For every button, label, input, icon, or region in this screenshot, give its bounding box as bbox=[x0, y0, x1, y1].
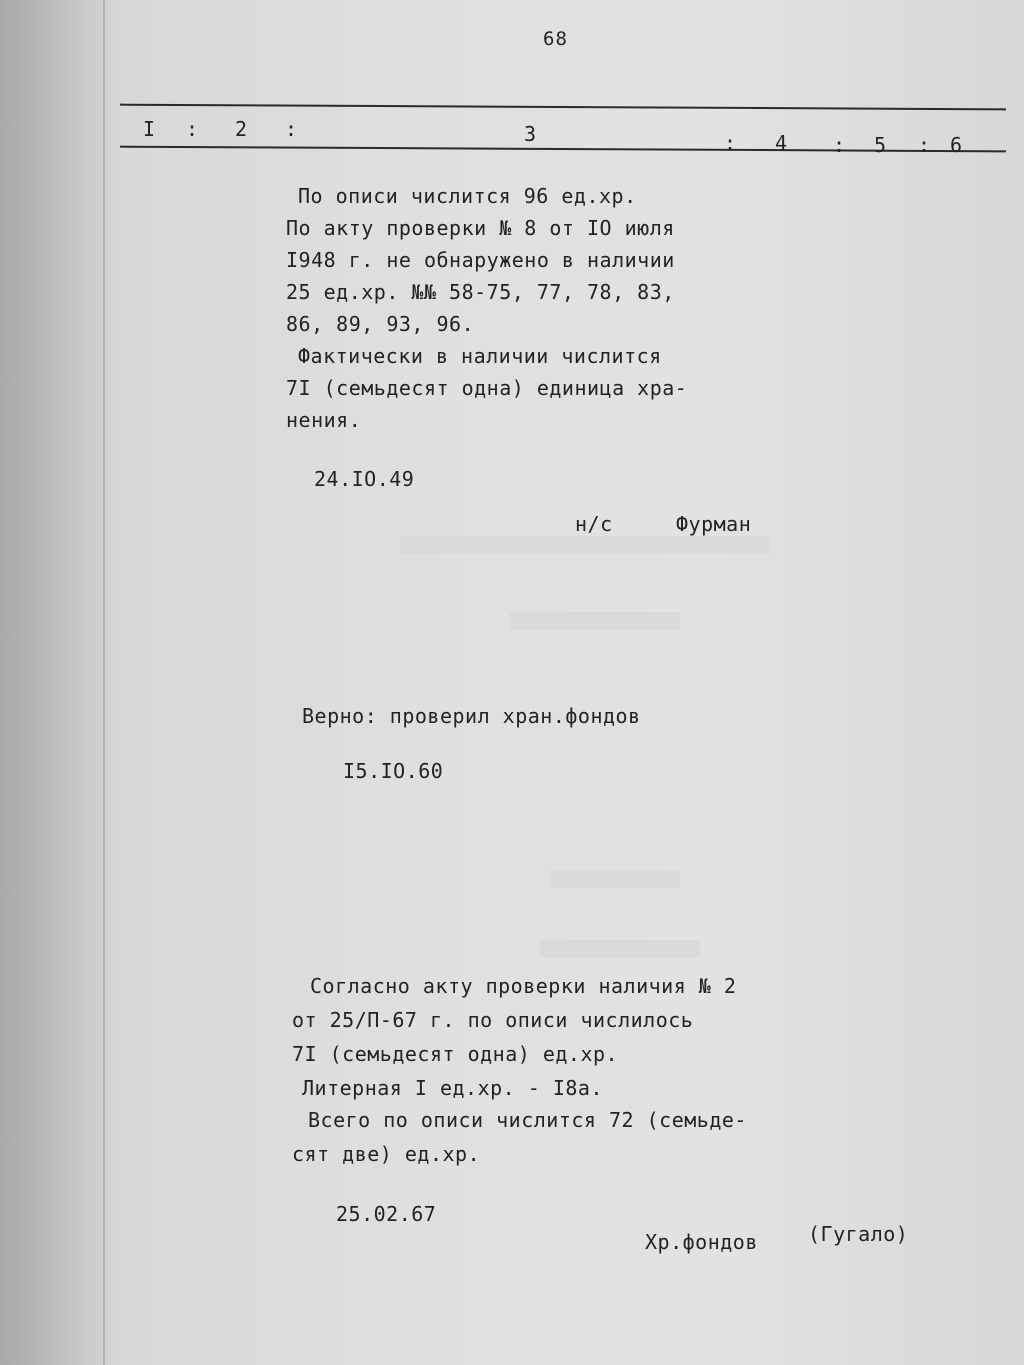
note-line: I948 г. не обнаружено в наличии bbox=[286, 248, 675, 272]
signature-label: н/с bbox=[575, 512, 613, 536]
signature-name: Фурман bbox=[676, 512, 752, 536]
binding-fold bbox=[103, 0, 105, 1365]
show-through-mark bbox=[550, 870, 680, 888]
note-line: Фактически в наличии числится bbox=[298, 344, 662, 368]
note-line: от 25/П-67 г. по описи числилось bbox=[292, 1008, 694, 1032]
column-number-4: 4 bbox=[775, 131, 788, 155]
column-number-5: 5 bbox=[874, 133, 887, 157]
left-page-edge bbox=[0, 0, 110, 1365]
column-separator: : bbox=[285, 117, 298, 141]
note-line: Литерная I ед.хр. - I8а. bbox=[302, 1076, 603, 1100]
show-through-mark bbox=[510, 612, 680, 630]
note-line: 25 ед.хр. №№ 58-75, 77, 78, 83, bbox=[286, 280, 675, 304]
note-line: Согласно акту проверки наличия № 2 bbox=[310, 974, 737, 998]
column-number-3: 3 bbox=[524, 122, 537, 146]
page-number: 68 bbox=[543, 28, 568, 50]
column-number-2: 2 bbox=[235, 117, 248, 141]
note-line: По описи числится 96 ед.хр. bbox=[298, 184, 637, 208]
table-header-rule-top bbox=[120, 104, 1006, 111]
column-separator: : bbox=[186, 117, 199, 141]
column-separator: : bbox=[724, 131, 737, 155]
signature-label: Хр.фондов bbox=[645, 1230, 758, 1254]
show-through-mark bbox=[540, 940, 700, 958]
note-line: 7I (семьдесят одна) ед.хр. bbox=[292, 1042, 619, 1066]
note-line: По акту проверки № 8 от IO июля bbox=[286, 216, 675, 240]
column-number-1: I bbox=[143, 117, 156, 141]
note-line: 86, 89, 93, 96. bbox=[286, 312, 475, 336]
note-line: нения. bbox=[286, 408, 362, 432]
note-line: Всего по описи числится 72 (семьде- bbox=[308, 1108, 747, 1132]
column-separator: : bbox=[833, 133, 846, 157]
note-date: 24.IO.49 bbox=[314, 467, 415, 491]
column-separator: : bbox=[918, 133, 931, 157]
note-line: сят две) ед.хр. bbox=[292, 1142, 481, 1166]
note-date: 25.02.67 bbox=[336, 1202, 437, 1226]
verification-date: I5.IO.60 bbox=[343, 759, 444, 783]
verification-note: Верно: проверил хран.фондов bbox=[302, 704, 641, 728]
note-line: 7I (семьдесят одна) единица хра- bbox=[286, 376, 688, 400]
column-number-6: 6 bbox=[950, 133, 963, 157]
signature-name: (Гугало) bbox=[808, 1222, 909, 1246]
